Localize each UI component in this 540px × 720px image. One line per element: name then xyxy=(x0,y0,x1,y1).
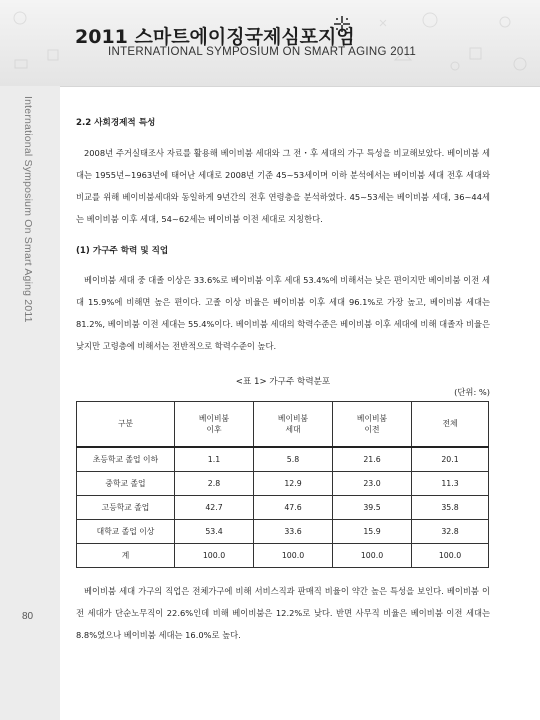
table-header-cell xyxy=(254,401,333,447)
page-number: 80 xyxy=(22,611,34,622)
table-row xyxy=(77,495,489,519)
document-body xyxy=(76,114,490,646)
table-row xyxy=(77,471,489,495)
table-cell: 53.4 xyxy=(175,519,254,543)
section-heading: 2.2 사회경제적 특성 xyxy=(76,118,156,128)
table-header-cell xyxy=(175,401,254,447)
table-cell: 100.0 xyxy=(175,543,254,567)
table-cell: 2.8 xyxy=(175,471,254,495)
table-cell: 100.0 xyxy=(333,543,412,567)
header-label: 베이비붐 이후 xyxy=(198,413,230,434)
header-label: 구분 xyxy=(117,419,134,429)
paragraph: 2008년 주거실태조사 자료를 활용해 베이비붐 세대와 그 전・후 세대의 가구 특성을 비교해보았다. 베이비붐 세대는 1955년~1963년에 태어난 세대로 2008년 기준 45~53세이며 이하 분석에서는 베이비붐 세대 전후 세대와 비교를 위해 베이비붐세대와 동일하게 9년간의 전후 연령층을 분석하였다. 45~53세는 베이비붐 세대, 36~44세는 베이비붐 이후 세대, 54~62세는 베이비붐 이전 세대로 지칭한다. xyxy=(76,148,490,224)
header-label: 베이비붐 세대 xyxy=(277,413,309,434)
table-cell: 20.1 xyxy=(412,447,489,472)
table-header-cell xyxy=(333,401,412,447)
table-cell: 100.0 xyxy=(412,543,489,567)
table-unit: (단위: %) xyxy=(454,386,490,397)
table-cell: 21.6 xyxy=(333,447,412,472)
paragraph: 베이비붐 세대 가구의 직업은 전체가구에 비해 서비스직과 판매직 비율이 약간 높은 특성을 보인다. 베이비붐 이전 세대가 단순노무직이 22.6%인데 비해 베이비붐은 12.2%로 낮다. 반면 사무직 비율은 베이비붐 이전 세대는 8.8%였으나 베이비붐 세대는 16.0%로 높다. xyxy=(76,585,490,640)
table-row xyxy=(77,543,489,567)
table-caption-row xyxy=(76,371,490,401)
table-caption: <표 1> 가구주 학력분포 xyxy=(235,376,331,387)
table-cell: 고등학교 졸업 xyxy=(77,495,175,519)
paragraph: 베이비붐 세대 중 대졸 이상은 33.6%로 베이비붐 이후 세대 53.4%에 비해서는 낮은 편이지만 베이비붐 이전 세대 15.9%에 비해면 높은 편이다. 고졸 이상 비율은 베이비붐 이후 세대 96.1%로 가장 높고, 베이비붐 세대는 81.2%, 베이비붐 이전 세대는 55.4%이다. 베이비붐 세대의 학력수준은 베이비붐 이후 세대에 비해 대졸자 비율은 낮지만 고령층에 비해서는 전반적으로 학력수준이 높다. xyxy=(76,274,490,351)
header-subtitle: INTERNATIONAL SYMPOSIUM ON SMART AGING 2011 xyxy=(108,46,417,58)
table-cell: 100.0 xyxy=(254,543,333,567)
header-title: 2011 스마트에이징국제심포지엄 xyxy=(75,26,355,48)
table-cell: 33.6 xyxy=(254,519,333,543)
table-cell: 11.3 xyxy=(412,471,489,495)
table-cell: 39.5 xyxy=(333,495,412,519)
table-cell: 초등학교 졸업 이하 xyxy=(77,447,175,472)
table-cell: 계 xyxy=(77,543,175,567)
sub-heading: (1) 가구주 학력 및 직업 xyxy=(76,246,169,256)
table-cell: 중학교 졸업 xyxy=(77,471,175,495)
table-cell: 47.6 xyxy=(254,495,333,519)
table-row xyxy=(77,519,489,543)
header-label: 전체 xyxy=(442,419,458,429)
table-cell: 32.8 xyxy=(412,519,489,543)
table-cell: 1.1 xyxy=(175,447,254,472)
table-header-cell xyxy=(412,401,489,447)
table-cell: 35.8 xyxy=(412,495,489,519)
education-table xyxy=(76,401,489,568)
table-row xyxy=(77,447,489,472)
sidebar-vertical-title: International Symposium On Smart Aging 2011 xyxy=(22,96,34,323)
header-label: 베이비붐 이전 xyxy=(356,413,388,434)
table-cell: 5.8 xyxy=(254,447,333,472)
table-cell: 23.0 xyxy=(333,471,412,495)
table-cell: 15.9 xyxy=(333,519,412,543)
page-header xyxy=(0,0,540,87)
table-header-cell xyxy=(77,401,175,447)
table-cell: 42.7 xyxy=(175,495,254,519)
table-cell: 대학교 졸업 이상 xyxy=(77,519,175,543)
table-cell: 12.9 xyxy=(254,471,333,495)
